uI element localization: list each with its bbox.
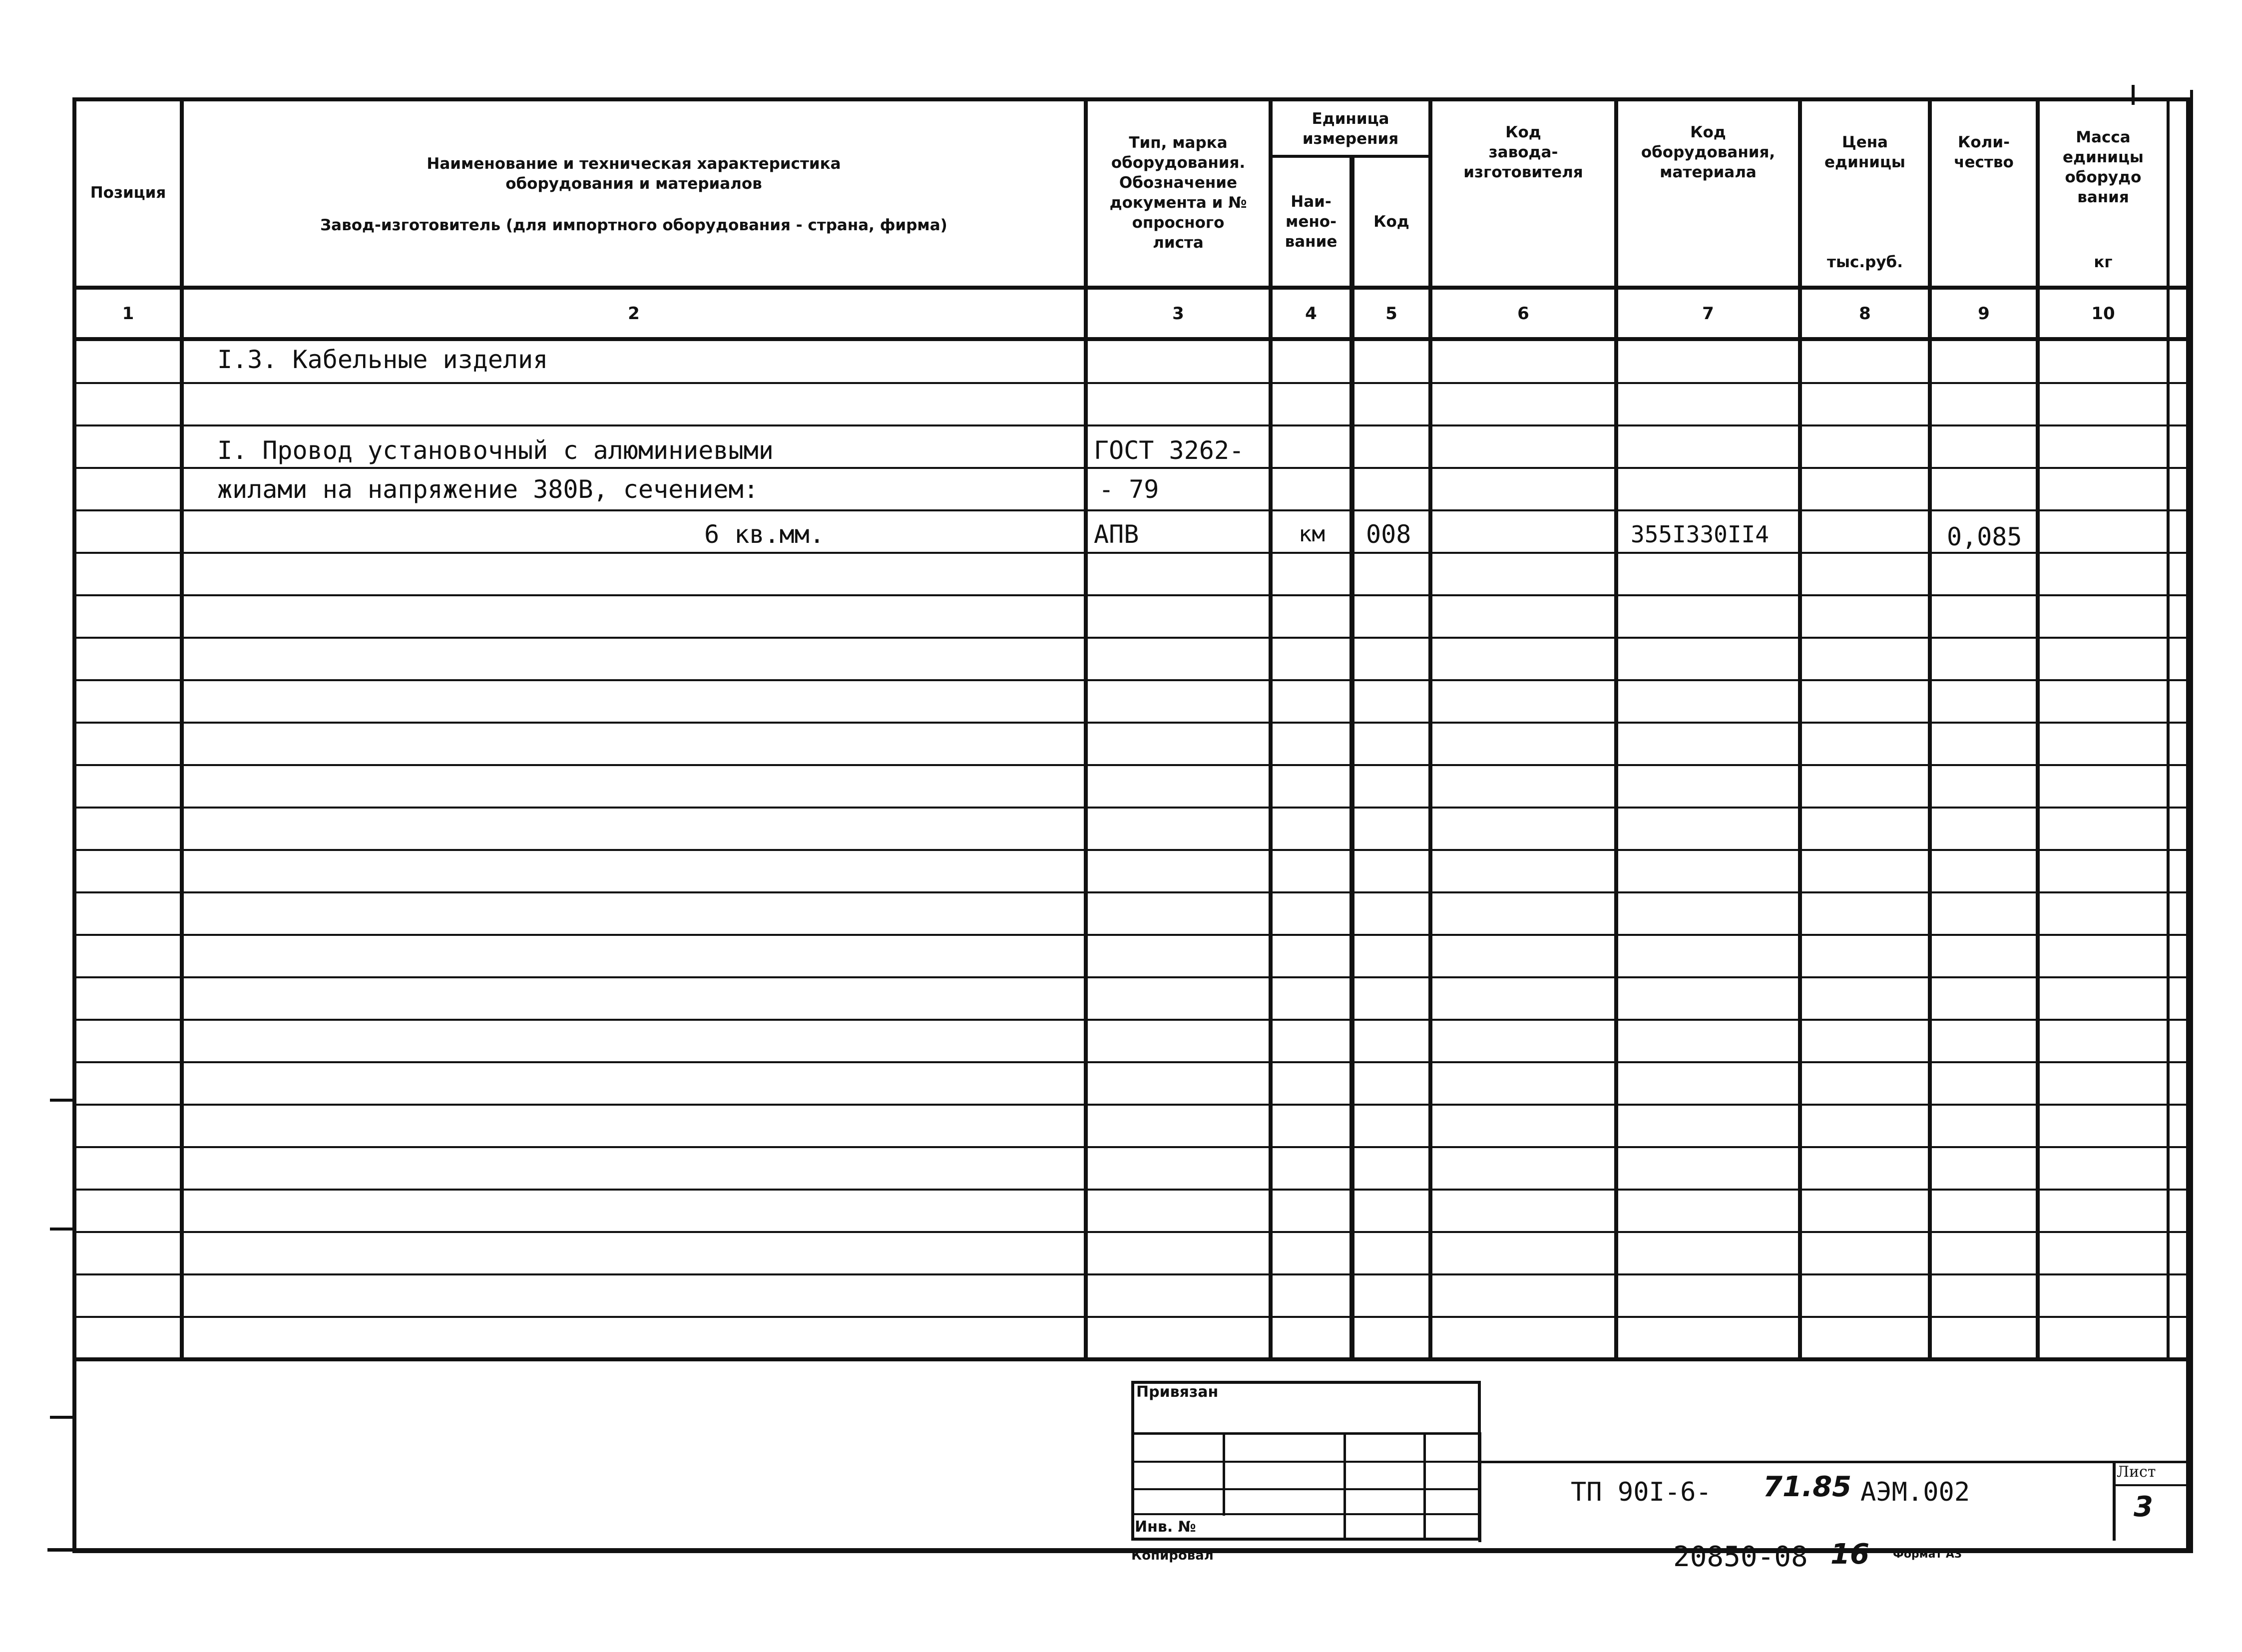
margin-tick (50, 1416, 72, 1419)
paper-format: Формат А3 (1893, 1548, 1962, 1561)
right-edge-line (2190, 90, 2193, 1553)
row-line (72, 382, 2190, 384)
document-code-suffix: АЭМ.002 (1860, 1477, 1970, 1507)
row-line (72, 722, 2190, 724)
column-number: 2 (628, 303, 640, 324)
header-unit-group: Единица измерения (1302, 109, 1399, 148)
row-line (72, 424, 2190, 426)
row-line (72, 467, 2190, 469)
row-line (72, 1273, 2190, 1275)
row-line (72, 1146, 2190, 1148)
quantity-value: 0,085 (1947, 522, 2022, 551)
column-number: 4 (1305, 303, 1317, 324)
bottom-edge-line (47, 1548, 2193, 1552)
table-bottom-line (72, 1357, 2190, 1361)
stamp-line (1131, 1461, 1481, 1463)
row-line (72, 1019, 2190, 1021)
row-line (72, 1061, 2190, 1063)
row-line (72, 679, 2190, 681)
column-number: 3 (1172, 303, 1184, 324)
header-quantity: Коли- чество (1954, 133, 2014, 171)
header-bottom-line (72, 286, 2190, 290)
stamp-line (1344, 1432, 1346, 1540)
col-divider-4 (1349, 155, 1354, 1361)
document-code-prefix: ТП 90I-6- (1571, 1477, 1712, 1507)
row-line (72, 594, 2190, 596)
column-number: 7 (1702, 303, 1714, 324)
copied-by-label: Копировал (1131, 1548, 1214, 1563)
numbers-bottom-line (72, 337, 2190, 341)
stamp-line (1131, 1488, 1481, 1490)
sheet-box-line (2113, 1461, 2116, 1541)
header-type: Тип, марка оборудования. Обозначение документа и № опросного листа (1109, 134, 1247, 252)
sheet-box-line (2113, 1484, 2190, 1486)
row-line (72, 1104, 2190, 1106)
row-line (72, 1231, 2190, 1233)
inventory-label: Инв. № (1135, 1518, 1196, 1536)
cable-brand: АПВ (1094, 520, 1139, 549)
row-line (72, 509, 2190, 511)
header-price-unit: тыс.руб. (1827, 253, 1903, 271)
row-line (72, 976, 2190, 978)
archive-handwritten: 16 (1830, 1538, 1869, 1571)
sheet-number: 3 (2134, 1491, 2153, 1523)
header-name-line2: оборудования и материалов (505, 174, 762, 193)
material-code: 355I330II4 (1631, 521, 1769, 548)
sheet-label: Лист (2117, 1463, 2156, 1481)
row-line (72, 552, 2190, 554)
column-number: 5 (1385, 303, 1397, 324)
column-number: 9 (1978, 303, 1990, 324)
header-material-code: Код оборудования, материала (1641, 123, 1776, 181)
row-line (72, 807, 2190, 809)
row-line (72, 891, 2190, 893)
column-number: 8 (1859, 303, 1871, 324)
row-line (72, 849, 2190, 851)
doc-designation-line1: ГОСТ 3262- (1094, 436, 1245, 465)
stamp-line (1478, 1461, 2190, 1463)
top-right-tick (2132, 85, 2135, 105)
row-line (72, 1316, 2190, 1318)
row-line (72, 764, 2190, 766)
header-name-line3: Завод-изготовитель (для импортного оборудования - страна, фирма) (320, 216, 947, 234)
stamp-line (1131, 1432, 1481, 1435)
stamp-line (1423, 1432, 1426, 1540)
section-title: I.3. Кабельные изделия (217, 345, 548, 374)
header-mass-unit: кг (2094, 253, 2113, 271)
privyazan-label: Привязан (1136, 1383, 1219, 1401)
margin-tick (50, 1228, 72, 1231)
header-position: Позиция (90, 184, 166, 202)
item-name-line3: 6 кв.мм. (704, 520, 825, 549)
margin-tick (50, 1099, 72, 1102)
header-unit-name: Наи- мено- вание (1285, 193, 1338, 251)
item-name-line2: жилами на напряжение 380В, сечением: (217, 475, 759, 504)
archive-number: 20850-08 (1673, 1541, 1808, 1573)
column-number: 1 (122, 303, 134, 324)
row-line (72, 1189, 2190, 1191)
unit-code: 008 (1366, 520, 1411, 549)
row-line (72, 934, 2190, 936)
column-number: 6 (1517, 303, 1529, 324)
stamp-line (1223, 1432, 1225, 1516)
item-name-line1: I. Провод установочный с алюминиевыми (217, 436, 774, 465)
header-price: Цена единицы (1824, 133, 1905, 171)
row-line (72, 637, 2190, 639)
stamp-line (1478, 1432, 1481, 1542)
header-factory-code: Код завода- изготовителя (1463, 123, 1583, 181)
header-name-line1: Наименование и техническая характеристика (427, 154, 841, 173)
column-number: 10 (2091, 303, 2115, 324)
document-code-handwritten: 71.85 (1763, 1471, 1852, 1503)
stamp-line (1131, 1513, 1481, 1515)
header-mass: Масса единицы оборудо вания (2063, 128, 2144, 206)
unit-name: км (1299, 521, 1325, 547)
header-unit-code: Код (1373, 213, 1409, 231)
doc-designation-line2: - 79 (1099, 475, 1159, 504)
